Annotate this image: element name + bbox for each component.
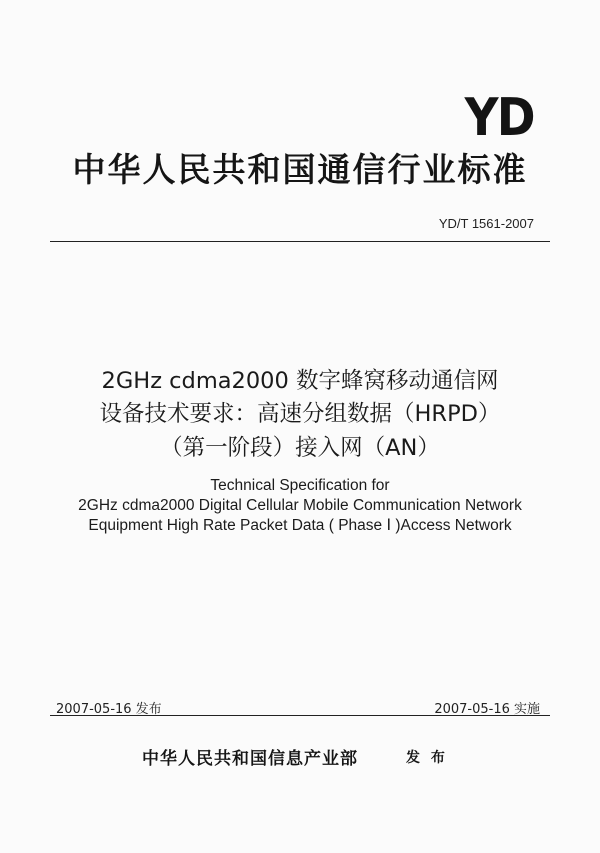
english-title-line-3: Equipment High Rate Packet Data ( Phase Ⅰ )Access Network [88, 517, 512, 534]
chinese-title-line-3: （第一阶段）接入网（AN） [160, 435, 440, 461]
top-divider [50, 241, 550, 242]
publisher-name: 中华人民共和国信息产业部 [142, 749, 358, 769]
bottom-divider [50, 715, 550, 716]
issue-date: 2007-05-16 发布 [56, 702, 162, 717]
standard-number: YD/T 1561-2007 [438, 216, 534, 231]
org-title: 中华人民共和国通信行业标准 [72, 150, 528, 189]
english-title-line-2: 2GHz cdma2000 Digital Cellular Mobile Communication Network [78, 497, 522, 514]
chinese-title-line-2: 设备技术要求：高速分组数据（HRPD） [99, 401, 501, 427]
english-title-line-1: Technical Specification for [210, 477, 390, 494]
chinese-title-line-1: 2GHz cdma2000 数字蜂窝移动通信网 [101, 368, 499, 394]
implementation-date: 2007-05-16 实施 [434, 702, 540, 717]
publish-label: 发 布 [406, 750, 448, 766]
yd-logo: YD [464, 88, 534, 148]
